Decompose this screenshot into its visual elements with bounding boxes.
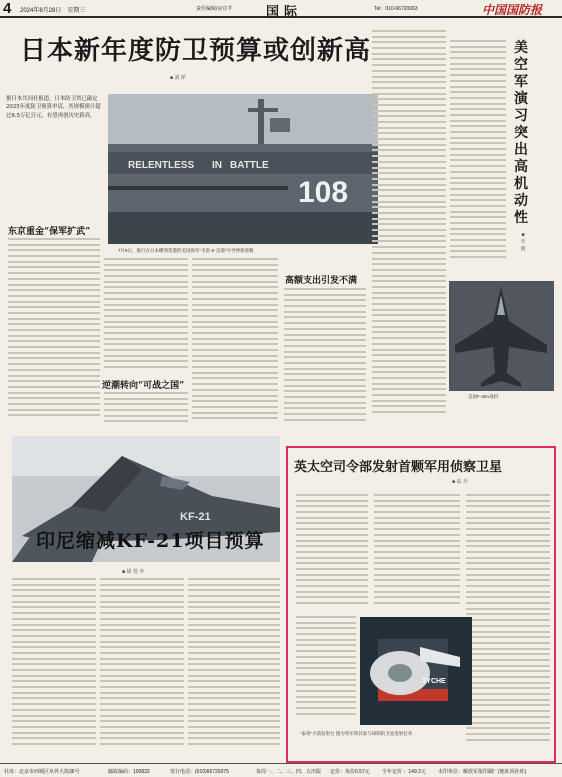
article-byline: ■ 胡 萱 亭 (122, 569, 145, 575)
ship-motto-3: BATTLE (230, 160, 269, 171)
ship-hull-number: 108 (298, 176, 349, 209)
article-byline: ■ 高 升 (452, 479, 468, 485)
subheading: 高额支出引发不满 (285, 276, 358, 286)
article-title-defense-budget[interactable]: 日本新年度防卫预算或创新高 (20, 36, 372, 66)
destroyer-illustration (108, 94, 378, 244)
text-column (284, 288, 366, 434)
f35-photo (449, 281, 554, 391)
footer-address: 社址：北京市西城区阜外大街36号 (4, 769, 80, 775)
satellite-illustration (360, 617, 472, 725)
sidebar-title[interactable]: 美 空 军 演 习 突 出 高 机 动 性 (514, 40, 528, 226)
f35-illustration (449, 281, 554, 391)
text-column (104, 258, 188, 376)
photo-caption: “泰蒂”火箭发射台 图为英军将其参与研制的卫星发射任务 (300, 731, 413, 736)
issue-date: 2024年8月28日 星期三 (20, 8, 86, 14)
text-column (104, 392, 188, 432)
article-title-uk-satellite[interactable]: 英太空司令部发射首颗军用侦察卫星 (294, 460, 503, 475)
footer-postcode: 邮政编码：100832 (108, 769, 150, 775)
page-footer (0, 763, 562, 777)
footer-distribution: 发行电话：(010)66720075 (170, 769, 229, 775)
satellite-photo (360, 617, 472, 725)
text-column (12, 578, 96, 754)
photo-caption: 美国F-35A战机 (468, 394, 499, 399)
section-title: 国际 (266, 5, 303, 20)
destroyer-photo (108, 94, 378, 244)
aircraft-marking: KF-21 (180, 511, 211, 523)
text-column (296, 616, 356, 726)
text-column (8, 238, 100, 428)
text-column (296, 494, 368, 612)
text-column (374, 494, 460, 612)
article-lead: 据日本共同社报道，日本防卫省已敲定2025年度防卫预算申请，其规模预计超过8.5万亿日元，有望再创历史新高。 (6, 96, 101, 119)
article-byline: ■ 刘 萍 (170, 75, 186, 81)
photo-caption: 7月9日，航行在日本横须贺港的美国海军“韦恩·E·迈耶”号导弹驱逐舰 (118, 248, 254, 253)
text-column (100, 578, 184, 754)
ship-motto-1: RELENTLESS (128, 160, 195, 171)
article-title-kf21[interactable]: 印尼缩减KF-21项目预算 (36, 530, 265, 552)
rocket-marking: TYCHE (422, 678, 446, 685)
footer-schedule: 每周一、二、三、四、五出版 (256, 769, 322, 775)
footer-subscription: 全年定价 ：149.2元 (382, 769, 426, 775)
text-column (372, 30, 446, 434)
subheading: 东京重金“保军扩武” (8, 227, 91, 237)
phone-number: Tel：010-66720063 (374, 6, 418, 12)
page-number: 4 (3, 0, 12, 17)
footer-price: 定价：每份0.57元 (330, 769, 370, 775)
text-column (192, 258, 278, 434)
page-header (0, 0, 562, 18)
text-column (188, 578, 280, 754)
editor-credit: 责任编辑/房宜芊 (196, 6, 233, 12)
text-column (450, 40, 506, 275)
ship-motto-2: IN (212, 160, 222, 171)
text-column (466, 494, 550, 756)
masthead-logo: 中国国防报 (482, 3, 543, 17)
subheading: 逆潮转向“可战之国” (102, 381, 185, 391)
sidebar-byline: ■ 辛 南 (520, 232, 526, 252)
footer-printer: 本印单位：解放军报印刷厂(地址同社址) (438, 769, 527, 775)
